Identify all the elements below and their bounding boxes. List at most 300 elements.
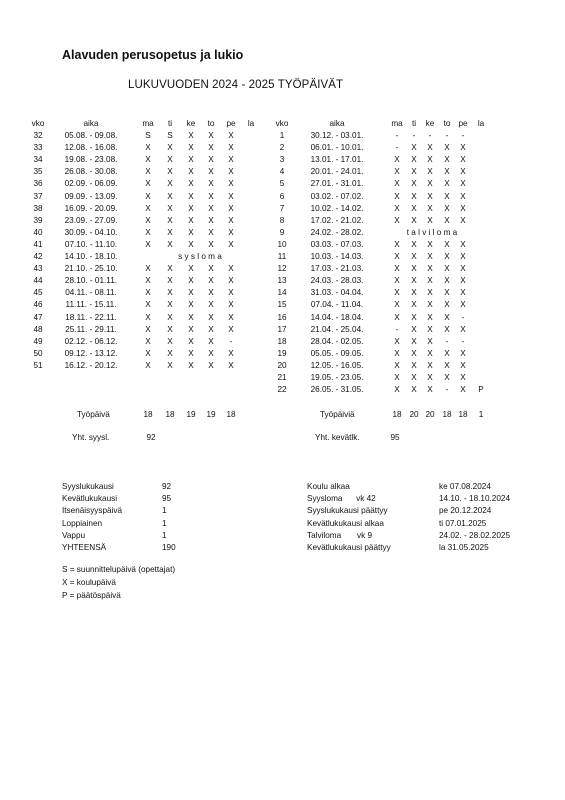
day-mark: X [167,227,173,237]
week-number: 48 [33,324,43,334]
day-mark: X [188,155,194,165]
week-number: 38 [33,203,43,213]
day-mark: S [145,131,151,140]
header-day: ke [425,119,435,128]
day-mark: - [445,131,449,140]
week-number: 1 [279,131,285,140]
day-mark: X [208,155,214,165]
semester-total-label: Yht. syysl. [72,433,110,442]
day-mark: X [208,179,214,189]
day-mark: X [145,324,151,334]
week-number: 15 [277,300,287,310]
week-number: 6 [279,191,285,201]
workday-count: 18 [143,410,153,419]
week-dates: 07.04. - 11.04. [310,300,364,310]
day-mark: X [208,167,214,177]
day-mark: X [444,215,450,225]
day-mark: X [427,155,433,165]
semester-total-value: 95 [390,433,400,442]
summary-label: Vappu [62,530,86,540]
workday-count: 18 [226,410,236,419]
week-number: 44 [33,276,43,286]
week-number: 19 [277,348,287,358]
date-value: 14.10. - 18.10.2024 [439,494,511,504]
week-dates: 28.10. - 01.11. [64,276,118,286]
summary-label: Loppiainen [62,518,103,528]
week-number: 10 [277,239,287,249]
day-mark: X [460,348,466,358]
day-mark: X [444,288,450,298]
day-mark: X [460,252,466,261]
day-mark: X [427,360,433,370]
day-mark: X [145,336,151,346]
day-mark: X [444,324,450,334]
legend-item-s: S = suunnittelupäivä (opettajat) [62,565,176,574]
summary-value: 95 [162,494,172,504]
day-mark: X [411,264,417,274]
day-mark: X [167,360,173,370]
day-mark: X [208,360,214,370]
week-number: 42 [33,252,43,261]
day-mark: - [395,143,399,153]
day-mark: - [412,131,416,140]
header-day: pe [458,119,468,128]
week-dates: 03.03. - 07.03. [310,239,364,249]
day-mark: X [145,239,151,249]
header-day: la [477,119,485,128]
day-mark: X [411,155,417,165]
summary-value: 1 [162,530,167,540]
header-day: to [443,119,451,128]
day-mark: X [460,179,466,189]
day-mark: X [411,167,417,177]
header-vko: vko [275,119,289,128]
day-mark: X [188,239,194,249]
day-mark: X [228,276,234,286]
day-mark: X [208,324,214,334]
day-mark: - [428,131,432,140]
header-day: to [207,119,215,128]
day-mark: - [445,385,449,395]
header-aika: aika [83,119,99,128]
week-number: 39 [33,215,43,225]
day-mark: S [167,131,173,140]
day-mark: X [167,155,173,165]
week-dates: 02.12. - 06.12. [64,336,118,346]
week-number: 20 [277,360,287,370]
day-mark: - [445,336,449,346]
day-mark: X [394,239,400,249]
day-mark: X [208,348,214,358]
day-mark: X [411,252,417,261]
day-mark: X [411,179,417,189]
summary-label: Kevätlukukausi [62,494,118,504]
week-dates: 26.05. - 31.05. [310,385,364,395]
day-mark: X [460,385,466,395]
header-day: ma [391,119,403,128]
day-mark: X [167,143,173,153]
day-mark: X [427,312,433,322]
week-dates: 25.11. - 29.11. [65,324,117,334]
day-mark: X [188,300,194,310]
day-mark: X [444,348,450,358]
day-mark: X [444,300,450,310]
week-dates: 07.10. - 11.10. [64,239,118,249]
week-dates: 24.03. - 28.03. [310,276,364,286]
day-mark: X [394,179,400,189]
day-mark: X [427,300,433,310]
day-mark: X [427,179,433,189]
day-mark: X [394,167,400,177]
date-value: la 31.05.2025 [439,543,489,552]
day-mark: X [427,143,433,153]
date-label: Kevätlukukausi alkaa [307,518,384,528]
day-mark: X [427,373,433,382]
week-number: 40 [33,227,43,237]
week-number: 21 [277,373,287,382]
day-mark: X [188,167,194,177]
day-mark: X [460,239,466,249]
day-mark: X [460,264,466,274]
day-mark: X [167,179,173,189]
holiday-label: s y s l o m a [178,252,222,261]
week-dates: 16.09. - 20.09. [64,203,118,213]
day-mark: X [411,373,417,382]
day-mark: X [394,360,400,370]
week-number: 34 [33,155,43,165]
day-mark: - [229,336,233,346]
day-mark: X [167,348,173,358]
header-day: ti [411,119,417,128]
day-mark: X [444,179,450,189]
day-mark: X [188,276,194,286]
day-mark: X [188,312,194,322]
day-mark: X [145,167,151,177]
workdays-label: Työpäivä [77,410,110,419]
header-vko: vko [31,119,45,128]
date-label: Kevätlukukausi päättyy [307,543,391,552]
day-mark: - [395,324,399,334]
day-mark: X [188,227,194,237]
day-mark: X [427,252,433,261]
day-mark: X [208,312,214,322]
workday-count: 18 [458,410,468,419]
day-mark: X [228,215,234,225]
week-number: 43 [33,264,43,274]
day-mark: X [145,264,151,274]
week-number: 5 [279,179,285,189]
day-mark: X [444,312,450,322]
day-mark: X [411,348,417,358]
week-number: 3 [279,155,285,165]
day-mark: X [188,131,194,140]
day-mark: X [460,203,466,213]
day-mark: X [228,288,234,298]
week-dates: 24.02. - 28.02. [310,227,364,237]
day-mark: X [444,373,450,382]
week-number: 51 [33,360,43,370]
week-number: 9 [279,227,285,237]
day-mark: X [167,191,173,201]
semester-total-value: 92 [146,433,156,442]
week-dates: 18.11. - 22.11. [65,312,117,322]
day-mark: X [167,300,173,310]
day-mark: X [444,276,450,286]
week-dates: 17.02. - 21.02. [310,215,364,225]
day-mark: X [444,191,450,201]
week-number: 35 [33,167,43,177]
week-dates: 05.08. - 09.08. [64,131,118,140]
day-mark: X [208,191,214,201]
header-day: ti [167,119,173,128]
week-dates: 02.09. - 06.09. [64,179,118,189]
day-mark: X [208,276,214,286]
day-mark: X [394,312,400,322]
week-number: 14 [277,288,287,298]
day-mark: X [427,336,433,346]
day-mark: X [167,276,173,286]
week-dates: 03.02. - 07.02. [310,191,364,201]
day-mark: - [461,131,465,140]
workday-count: 18 [165,410,175,419]
week-dates: 09.12. - 13.12. [64,348,118,358]
day-mark: X [188,288,194,298]
day-mark: X [208,203,214,213]
week-dates: 10.03. - 14.03. [310,252,364,261]
day-mark: X [167,312,173,322]
week-number: 11 [277,252,287,261]
day-mark: X [228,239,234,249]
day-mark: X [444,360,450,370]
day-mark: X [208,336,214,346]
day-mark: X [411,203,417,213]
workday-count: 19 [186,410,196,419]
week-dates: 09.09. - 13.09. [64,191,118,201]
day-mark: X [167,167,173,177]
week-number: 49 [33,336,43,346]
week-dates: 26.08. - 30.08. [64,167,118,177]
summary-value: 1 [162,506,167,516]
day-mark: X [228,227,234,237]
header-day: ke [186,119,196,128]
day-mark: - [461,336,465,346]
header-day: pe [226,119,236,128]
date-value: pe 20.12.2024 [439,506,492,516]
day-mark: X [228,360,234,370]
day-mark: X [167,336,173,346]
day-mark: X [228,324,234,334]
day-mark: X [444,264,450,274]
day-mark: X [167,215,173,225]
day-mark: X [228,143,234,153]
workday-count: 20 [409,410,419,419]
day-mark: X [208,239,214,249]
workday-count: 18 [442,410,452,419]
day-mark: X [188,215,194,225]
week-dates: 06.01. - 10.01. [310,143,364,153]
day-mark: X [411,143,417,153]
week-dates: 31.03. - 04.04. [310,288,364,298]
day-mark: X [228,203,234,213]
date-value: ke 07.08.2024 [439,482,491,491]
day-mark: X [228,179,234,189]
day-mark: X [394,348,400,358]
header-aika: aika [329,119,345,128]
day-mark: X [208,215,214,225]
date-label: Syysloma vk 42 [307,494,376,504]
week-dates: 30.12. - 03.01. [310,131,364,140]
day-mark: X [444,239,450,249]
date-label: Syyslukukausi päättyy [307,506,388,516]
day-mark: X [228,312,234,322]
day-mark: X [145,143,151,153]
week-number: 37 [33,191,43,201]
day-mark: X [460,373,466,382]
day-mark: X [167,239,173,249]
day-mark: X [444,252,450,261]
workday-count: 19 [206,410,216,419]
summary-label: Itsenäisyyspäivä [62,506,123,516]
week-number: 45 [33,288,43,298]
day-mark: - [395,131,399,140]
week-number: 22 [277,385,287,395]
day-mark: X [427,203,433,213]
day-mark: X [411,324,417,334]
day-mark: X [411,239,417,249]
day-mark: X [427,276,433,286]
day-mark: X [208,264,214,274]
day-mark: X [411,288,417,298]
day-mark: P [478,385,484,395]
school-name: Alavuden perusopetus ja lukio [62,48,244,62]
week-number: 7 [279,203,285,213]
week-number: 46 [33,300,43,310]
summary-value: 92 [162,482,172,491]
day-mark: X [394,288,400,298]
day-mark: X [460,276,466,286]
day-mark: X [145,288,151,298]
day-mark: X [427,385,433,395]
day-mark: X [460,167,466,177]
workday-count: 18 [392,410,402,419]
day-mark: X [411,360,417,370]
day-mark: X [145,191,151,201]
week-number: 2 [279,143,285,153]
week-number: 18 [277,336,287,346]
week-dates: 19.08. - 23.08. [64,155,118,165]
day-mark: X [411,215,417,225]
day-mark: X [208,288,214,298]
day-mark: X [427,348,433,358]
day-mark: X [411,191,417,201]
week-number: 12 [277,264,287,274]
day-mark: X [460,155,466,165]
day-mark: X [427,288,433,298]
day-mark: X [394,385,400,395]
week-dates: 12.08. - 16.08. [64,143,118,153]
week-dates: 14.10. - 18.10. [64,252,118,261]
day-mark: X [411,336,417,346]
day-mark: X [460,191,466,201]
legend-item-p: P = päätöspäivä [62,591,121,600]
day-mark: - [461,312,465,322]
week-number: 32 [33,131,43,140]
week-dates: 17.03. - 21.03. [310,264,364,274]
holiday-label: t a l v i l o m a [406,227,458,237]
day-mark: X [188,179,194,189]
week-dates: 13.01. - 17.01. [310,155,364,165]
day-mark: X [188,191,194,201]
week-dates: 28.04. - 02.05. [310,336,364,346]
workday-count: 20 [425,410,435,419]
day-mark: X [145,312,151,322]
day-mark: X [188,348,194,358]
day-mark: X [208,227,214,237]
week-dates: 14.04. - 18.04. [310,312,364,322]
day-mark: X [228,155,234,165]
week-number: 50 [33,348,43,358]
day-mark: X [444,167,450,177]
week-dates: 23.09. - 27.09. [64,215,118,225]
day-mark: X [145,227,151,237]
day-mark: X [208,300,214,310]
day-mark: X [145,203,151,213]
day-mark: X [228,300,234,310]
week-dates: 16.12. - 20.12. [64,360,118,370]
day-mark: X [394,203,400,213]
day-mark: X [460,288,466,298]
day-mark: X [394,191,400,201]
summary-value: 190 [162,543,176,552]
week-dates: 21.04. - 25.04. [310,324,364,334]
day-mark: X [394,215,400,225]
day-mark: X [394,300,400,310]
day-mark: X [145,360,151,370]
header-day: ma [142,119,154,128]
legend-item-x: X = koulupäivä [62,578,116,587]
day-mark: X [188,264,194,274]
day-mark: X [394,373,400,382]
day-mark: X [394,252,400,261]
day-mark: X [167,203,173,213]
day-mark: X [188,143,194,153]
day-mark: X [145,300,151,310]
day-mark: X [228,131,234,140]
day-mark: X [145,276,151,286]
day-mark: X [444,155,450,165]
page-title: LUKUVUODEN 2024 - 2025 TYÖPÄIVÄT [128,79,344,91]
summary-label: YHTEENSÄ [62,543,107,552]
day-mark: X [188,203,194,213]
day-mark: X [427,191,433,201]
day-mark: X [208,131,214,140]
day-mark: X [228,167,234,177]
week-number: 8 [279,215,285,225]
day-mark: X [460,324,466,334]
day-mark: X [427,264,433,274]
day-mark: X [188,360,194,370]
day-mark: X [145,348,151,358]
week-number: 36 [33,179,43,189]
day-mark: X [145,155,151,165]
date-label: Talviloma vk 9 [307,530,373,540]
summary-value: 1 [162,518,167,528]
day-mark: X [427,324,433,334]
date-value: 24.02. - 28.02.2025 [439,530,511,540]
day-mark: X [444,203,450,213]
day-mark: X [427,215,433,225]
week-dates: 20.01. - 24.01. [310,167,364,177]
